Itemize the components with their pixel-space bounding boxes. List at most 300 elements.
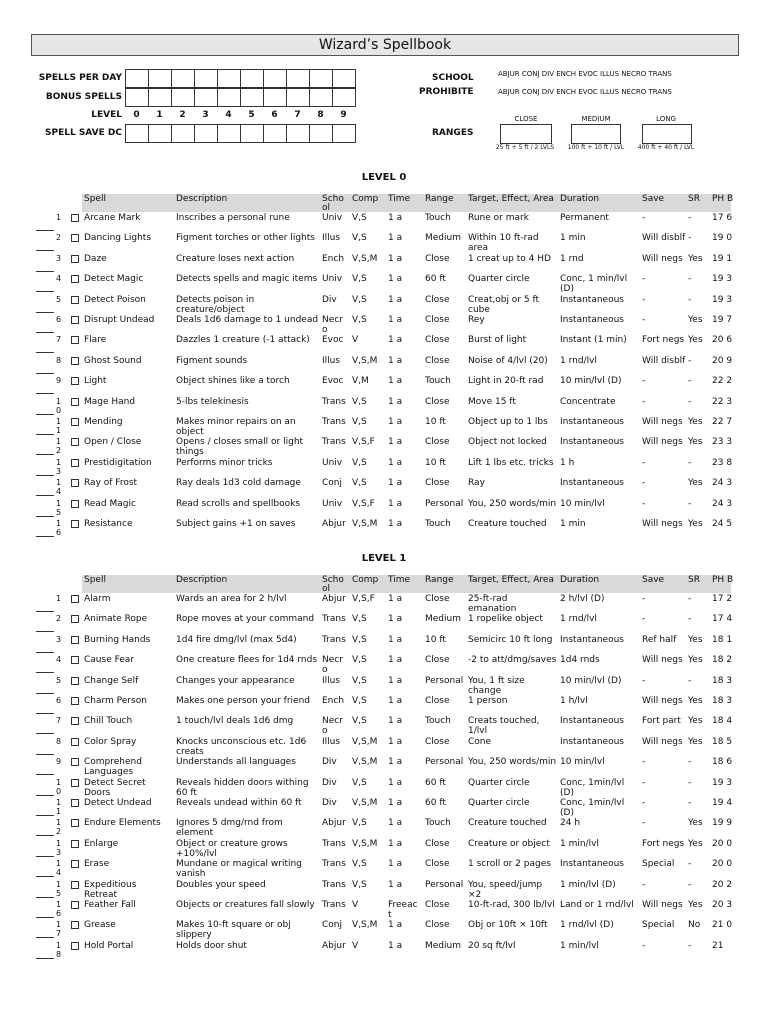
cell-spell: Detect Magic [84,274,144,285]
cell-duration: Conc, 1min/lvl (D) [560,798,625,818]
cell-phb: 20 3 [712,900,733,910]
cell-components: V,S [352,614,367,625]
cell-time: 1 a [388,879,403,890]
cell-description: Holds door shut [176,940,247,951]
cell-range: Close [425,253,450,264]
row-number: 1 5 [56,879,62,898]
cell-target: Quarter circle [468,798,530,808]
bonus-spells-grid[interactable] [125,88,356,107]
cell-school: Conj [322,478,342,489]
prepared-count-line[interactable] [36,795,54,796]
cell-duration: 1 h/lvl [560,696,588,706]
spell-row [0,655,768,675]
cell-duration: 1 h [560,457,575,468]
school-label: SCHOOL [432,73,474,83]
spell-row [0,295,768,315]
cell-phb: 19 1 [712,253,733,264]
cell-duration: Instantaneous [560,437,624,448]
spell-row [0,594,768,614]
prepared-count-line[interactable] [36,454,54,455]
spell-row [0,818,768,838]
prepared-count-line[interactable] [36,733,54,734]
prepared-count-line[interactable] [36,373,54,374]
spell-checkbox[interactable] [71,697,79,705]
cell-target: You, 250 words/min [468,498,557,509]
cell-phb: 24 5 [712,519,733,529]
cell-spell: Flare [84,335,107,346]
row-number: 1 6 [56,519,62,537]
cell-target: 1 creat up to 4 HD [468,253,551,264]
spell-checkbox[interactable] [71,942,79,950]
cell-spell: Grease [84,920,116,931]
cell-components: V,S [352,457,367,468]
spell-checkbox[interactable] [71,520,79,528]
cell-save: Special [642,859,675,870]
cell-components: V,S,F [352,498,375,509]
spell-row [0,274,768,294]
spells-per-day-grid[interactable] [125,69,356,88]
cell-save: Will disblf [642,233,686,244]
cell-phb: 19 4 [712,798,733,808]
cell-save: - [642,213,646,223]
prepared-count-line[interactable] [36,774,54,775]
spell-checkbox[interactable] [71,717,79,725]
level-0-header-save: Save [642,194,665,204]
level-1-heading: LEVEL 1 [361,553,407,564]
cell-spell: Charm Person [84,696,147,706]
cell-sr: - [688,396,692,407]
spell-checkbox[interactable] [71,500,79,508]
prepared-count-line[interactable] [36,713,54,714]
cell-description: Makes one person your friend [176,696,310,706]
prepared-count-line[interactable] [36,250,54,251]
prepared-count-line[interactable] [36,291,54,292]
cell-description: Objects or creatures fall slowly [176,900,315,910]
cell-description: Ignores 5 dmg/rnd from element [176,818,283,839]
cell-time: 1 a [388,757,403,768]
cell-school: Trans [322,879,346,890]
cell-sr: - [688,777,692,788]
cell-duration: Conc, 1min/lvl (D) [560,777,625,798]
cell-time: 1 a [388,253,403,264]
prepared-count-line[interactable] [36,917,54,918]
close-label: CLOSE [514,115,538,123]
cell-duration: 2 h/lvl (D) [560,594,605,604]
prepared-count-line[interactable] [36,393,54,394]
cell-description: Figment sounds [176,355,248,366]
cell-duration: Land or 1 rnd/lvl [560,900,634,910]
row-number: 9 [56,376,62,386]
cell-components: V,S,M [352,355,378,366]
cell-time: 1 a [388,716,403,727]
cell-spell: Animate Rope [84,614,148,625]
cell-spell: Arcane Mark [84,213,141,223]
spell-checkbox[interactable] [71,779,79,787]
cell-save: - [642,940,646,951]
cell-time: 1 a [388,696,403,706]
cell-school: Abjur [322,519,346,529]
prepared-count-line[interactable] [36,475,54,476]
medium-range-box[interactable] [571,124,621,144]
spell-row [0,798,768,818]
school-list[interactable]: ABJUR CONJ DIV ENCH EVOC ILLUS NECRO TRANS [498,70,672,78]
cell-phb: 18 3 [712,675,733,686]
cell-phb: 17 4 [712,614,733,625]
cell-time: 1 a [388,777,403,788]
cell-save: - [642,315,646,325]
cell-range: Close [425,696,450,706]
cell-duration: 24 h [560,818,581,829]
cell-description: Changes your appearance [176,675,295,686]
cell-sr: Yes [688,900,703,910]
cell-school: Illus [322,675,341,686]
spell-checkbox[interactable] [71,636,79,644]
row-number: 7 [56,335,62,345]
cell-description: Read scrolls and spellbooks [176,498,301,509]
cell-phb: 18 4 [712,716,733,727]
prepared-count-line[interactable] [36,414,54,415]
cell-range: 60 ft [425,798,446,808]
cell-description: One creature flees for 1d4 rnds [176,655,318,666]
level-0-header-phb: PH B [712,194,734,204]
cell-phb: 23 8 [712,457,733,468]
cell-sr: Yes [688,696,703,706]
spell-checkbox[interactable] [71,296,79,304]
prepared-count-line[interactable] [36,271,54,272]
cell-description: Performs minor tricks [176,457,273,468]
spell-checkbox[interactable] [71,234,79,242]
spell-checkbox[interactable] [71,418,79,426]
cell-description: Makes 10-ft square or obj slippery [176,920,291,941]
cell-school: Necr o [322,655,343,676]
long-label: LONG [656,115,676,123]
spell-checkbox[interactable] [71,840,79,848]
prepared-count-line[interactable] [36,631,54,632]
cell-target: Light in 20-ft rad [468,376,544,387]
spell-checkbox[interactable] [71,615,79,623]
spell-row [0,635,768,655]
cell-time: 1 a [388,294,403,305]
cell-components: V,S [352,274,367,285]
spell-checkbox[interactable] [71,901,79,909]
cell-sr: - [688,457,692,468]
spell-checkbox[interactable] [71,921,79,929]
cell-save: - [642,594,646,604]
prepared-count-line[interactable] [36,434,54,435]
cell-sr: Yes [688,818,703,829]
cell-save: - [642,879,646,890]
cell-phb: 19 9 [712,818,733,829]
cell-range: Close [425,335,450,346]
cell-description: Deals 1d6 damage to 1 undead [176,315,319,325]
cell-duration: 10 min/lvl [560,757,605,768]
cell-spell: Enlarge [84,838,119,849]
cell-spell: Chill Touch [84,716,133,727]
cell-spell: Detect Undead [84,798,152,808]
spell-checkbox[interactable] [71,656,79,664]
cell-school: Evoc [322,335,344,346]
spell-checkbox[interactable] [71,357,79,365]
cell-school: Trans [322,859,346,870]
page-title: Wizard’s Spellbook [31,34,739,56]
row-number: 2 [56,614,62,624]
cell-components: V,S [352,233,367,244]
level-0-header-school: Scho ol [322,194,344,213]
cell-sr: Yes [688,634,703,645]
spell-checkbox[interactable] [71,255,79,263]
row-number: 9 [56,757,62,767]
cell-sr: - [688,376,692,387]
cell-range: Close [425,655,450,666]
cell-spell: Burning Hands [84,634,151,645]
cell-time: 1 a [388,335,403,346]
cell-target: Semicirc 10 ft long [468,634,553,645]
prepared-count-line[interactable] [36,652,54,653]
cell-save: - [642,478,646,489]
prepared-count-line[interactable] [36,754,54,755]
cell-school: Trans [322,634,346,645]
cell-save: Will negs [642,655,683,666]
cell-save: - [642,376,646,387]
level-1-header-sr: SR [688,575,700,585]
row-number: 4 [56,655,62,665]
cell-range: Close [425,859,450,870]
row-number: 1 1 [56,417,62,435]
cell-phb: 24 3 [712,498,733,509]
cell-phb: 20 0 [712,859,733,870]
row-number: 1 4 [56,478,62,497]
cell-phb: 20 0 [712,838,733,849]
cell-school: Trans [322,614,346,625]
cell-description: Knocks unconscious etc. 1d6 creats [176,736,307,757]
cell-duration: 1d4 rnds [560,655,600,666]
cell-save: Will negs [642,736,683,747]
cell-duration: Instantaneous [560,716,624,727]
spell-checkbox[interactable] [71,377,79,385]
prepared-count-line[interactable] [36,815,54,816]
cell-phb: 18 3 [712,696,733,706]
cell-description: Figment torches or other lights [176,233,315,244]
cell-school: Trans [322,900,346,910]
row-number: 1 7 [56,920,62,939]
cell-time: Freeac t [388,900,418,920]
medium-label: MEDIUM [581,115,611,123]
cell-phb: 18 5 [712,736,733,747]
spell-checkbox[interactable] [71,316,79,324]
spell-checkbox[interactable] [71,819,79,827]
cell-description: Inscribes a personal rune [176,213,290,223]
row-number: 1 2 [56,437,62,456]
cell-target: 20 sq ft/lvl [468,940,516,951]
cell-time: 1 a [388,655,403,666]
cell-components: V,S,M [352,838,378,849]
spell-row [0,437,768,457]
cell-time: 1 a [388,675,403,686]
prohibite-list[interactable]: ABJUR CONJ DIV ENCH EVOC ILLUS NECRO TRANS [498,88,672,96]
cell-phb: 20 2 [712,879,733,890]
cell-components: V,S [352,634,367,645]
cell-range: Close [425,355,450,366]
spell-row [0,315,768,335]
cell-school: Univ [322,213,343,223]
spell-row [0,356,768,376]
cell-components: V,S [352,213,367,223]
cell-spell: Expeditious Retreat [84,879,137,900]
cell-components: V,S [352,675,367,686]
level-1-header-spell: Spell [84,575,106,585]
spell-checkbox[interactable] [71,758,79,766]
spell-checkbox[interactable] [71,738,79,746]
cell-target: Creats touched, 1/lvl [468,716,540,737]
cell-school: Abjur [322,594,346,604]
row-number: 1 3 [56,457,62,476]
prepared-count-line[interactable] [36,332,54,333]
spell-save-dc-grid[interactable] [125,124,356,143]
cell-components: V,S [352,716,367,727]
cell-range: 60 ft [425,777,446,788]
cell-sr: - [688,355,692,366]
cell-range: Personal [425,879,464,890]
level-1-header-time: Time [388,575,411,585]
spell-checkbox[interactable] [71,860,79,868]
cell-target: Lift 1 lbs etc. tricks [468,457,554,468]
prepared-count-line[interactable] [36,312,54,313]
prepared-count-line[interactable] [36,516,54,517]
spell-checkbox[interactable] [71,677,79,685]
level-0-header-spell: Spell [84,194,106,204]
level-1-header-save: Save [642,575,665,585]
prepared-count-line[interactable] [36,693,54,694]
cell-time: 1 a [388,519,403,529]
cell-duration: 1 min [560,233,586,244]
cell-school: Illus [322,355,341,366]
spell-row [0,499,768,519]
cell-save: - [642,757,646,768]
row-number: 8 [56,355,62,365]
cell-phb: 18 1 [712,634,733,645]
cell-time: 1 a [388,940,403,951]
cell-range: Close [425,920,450,931]
cell-target: 1 ropelike object [468,614,543,625]
prepared-count-line[interactable] [36,937,54,938]
cell-save: - [642,274,646,285]
spell-checkbox[interactable] [71,438,79,446]
cell-sr: Yes [688,335,703,346]
cell-sr: Yes [688,417,703,427]
cell-spell: Dancing Lights [84,233,152,244]
cell-range: Close [425,315,450,325]
spell-row [0,839,768,859]
spell-checkbox[interactable] [71,214,79,222]
cell-sr: - [688,675,692,686]
cell-description: Reveals hidden doors withing 60 ft [176,777,309,798]
cell-description: Wards an area for 2 h/lvl [176,594,287,604]
cell-time: 1 a [388,376,403,387]
spell-checkbox[interactable] [71,479,79,487]
cell-time: 1 a [388,315,403,325]
cell-save: Fort part [642,716,681,727]
cell-spell: Mage Hand [84,396,136,407]
level-1-header-school: Scho ol [322,575,344,594]
prepared-count-line[interactable] [36,958,54,959]
cell-description: Subject gains +1 on saves [176,519,296,529]
cell-save: - [642,294,646,305]
cell-target: Within 10 ft-rad area [468,233,539,254]
cell-description: Understands all languages [176,757,296,768]
spell-row [0,417,768,437]
cell-range: Personal [425,675,464,686]
cell-phb: 22 2 [712,376,733,387]
cell-range: Touch [425,213,451,223]
cell-save: Special [642,920,675,931]
cell-spell: Endure Elements [84,818,161,829]
prepared-count-line[interactable] [36,352,54,353]
spell-checkbox[interactable] [71,398,79,406]
spell-checkbox[interactable] [71,336,79,344]
cell-sr: - [688,757,692,768]
spell-checkbox[interactable] [71,459,79,467]
cell-components: V,S,M [352,798,378,808]
prepared-count-line[interactable] [36,672,54,673]
cell-spell: Ray of Frost [84,478,138,489]
cell-description: Opens / closes small or light things [176,437,304,458]
cell-sr: - [688,213,692,223]
cell-description: Detects spells and magic items [176,274,318,285]
cell-components: V,S [352,879,367,890]
cell-components: V,S,F [352,594,375,604]
spell-checkbox[interactable] [71,881,79,889]
prepared-count-line[interactable] [36,495,54,496]
cell-range: Touch [425,376,451,387]
prepared-count-line[interactable] [36,611,54,612]
prepared-count-line[interactable] [36,230,54,231]
prepared-count-line[interactable] [36,835,54,836]
cell-save: Will disblf [642,355,686,366]
cell-components: V,S [352,859,367,870]
cell-range: Close [425,396,450,407]
long-range-box[interactable] [642,124,692,144]
cell-target: Obj or 10ft × 10ft [468,920,548,931]
close-range-box[interactable] [500,124,552,144]
cell-duration: Instantaneous [560,634,624,645]
cell-duration: Concentrate [560,396,616,407]
prepared-count-line[interactable] [36,536,54,537]
cell-spell: Feather Fall [84,900,136,910]
cell-time: 1 a [388,614,403,625]
prepared-count-line[interactable] [36,876,54,877]
level-0-header-range: Range [425,194,454,204]
spell-checkbox[interactable] [71,275,79,283]
cell-phb: 19 3 [712,777,733,788]
cell-target: You, 250 words/min [468,757,557,768]
spell-checkbox[interactable] [71,799,79,807]
cell-time: 1 a [388,478,403,489]
level-1-header-duration: Duration [560,575,600,585]
cell-range: 10 ft [425,417,446,427]
prepared-count-line[interactable] [36,897,54,898]
cell-target: Ray [468,478,485,489]
cell-save: - [642,675,646,686]
cell-school: Ench [322,696,345,706]
level-0-heading: LEVEL 0 [361,172,407,183]
cell-spell: Daze [84,253,107,264]
cell-target: Rune or mark [468,213,529,223]
cell-sr: Yes [688,655,703,666]
cell-duration: Instantaneous [560,417,624,427]
prepared-count-line[interactable] [36,856,54,857]
cell-range: Medium [425,940,461,951]
spell-checkbox[interactable] [71,595,79,603]
